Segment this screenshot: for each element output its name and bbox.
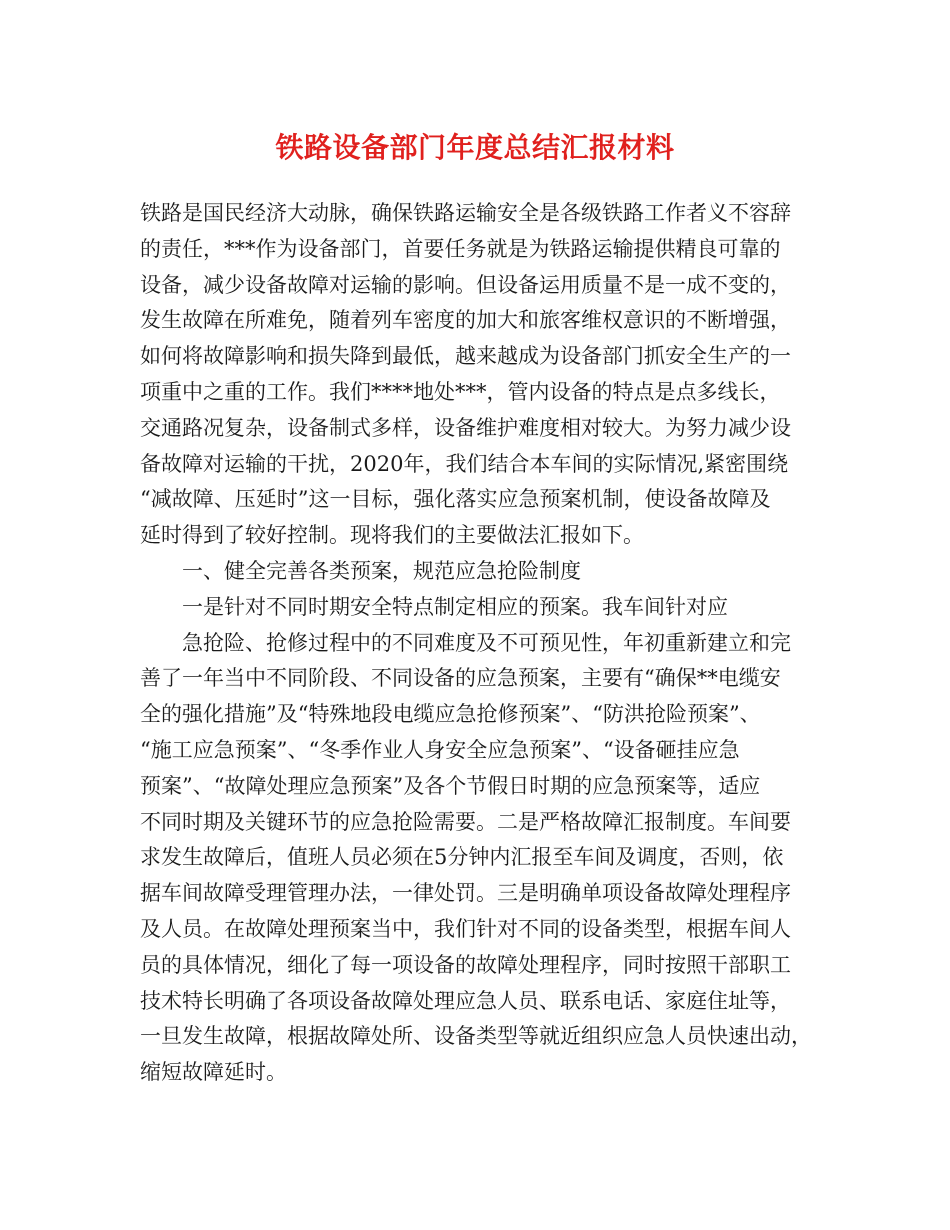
body-line: 急抢险、抢修过程中的不同难度及不可预见性，年初重新建立和完 bbox=[182, 630, 791, 655]
body-line: 及人员。在故障处理预案当中，我们针对不同的设备类型，根据车间人 bbox=[140, 916, 791, 941]
body-line: 善了一年当中不同阶段、不同设备的应急预案，主要有“确保**电缆安 bbox=[140, 666, 781, 691]
document-title: 铁路设备部门年度总结汇报材料 bbox=[275, 131, 675, 164]
body-line: 据车间故障受理管理办法，一律处罚。三是明确单项设备故障处理程序 bbox=[140, 881, 791, 906]
document-body bbox=[140, 196, 820, 1091]
body-line: 技术特长明确了各项设备故障处理应急人员、联系电话、家庭住址等， bbox=[140, 988, 791, 1013]
body-line: 不同时期及关键环节的应急抢险需要。二是严格故障汇报制度。车间要 bbox=[140, 809, 791, 834]
body-line: 铁路是国民经济大动脉，确保铁路运输安全是各级铁路工作者义不容辞 bbox=[140, 201, 791, 225]
body-line: 预案”、“故障处理应急预案”及各个节假日时期的应急预案等，适应 bbox=[140, 773, 761, 798]
body-line: 延时得到了较好控制。现将我们的主要做法汇报如下。 bbox=[140, 523, 644, 548]
body-line: 的责任，***作为设备部门，首要任务就是为铁路运输提供精良可靠的 bbox=[140, 236, 781, 261]
body-line: 一是针对不同时期安全特点制定相应的预案。我车间针对应 bbox=[182, 594, 728, 619]
body-line: 发生故障在所难免，随着列车密度的加大和旅客维权意识的不断增强， bbox=[140, 308, 791, 333]
body-line: 如何将故障影响和损失降到最低，越来越成为设备部门抓安全生产的一 bbox=[140, 344, 791, 369]
body-line: 一旦发生故障，根据故障处所、设备类型等就近组织应急人员快速出动， bbox=[140, 1024, 812, 1049]
body-line: 备故障对运输的干扰，2020年，我们结合本车间的实际情况,紧密围绕 bbox=[140, 451, 789, 476]
body-line: “减故障、压延时”这一目标，强化落实应急预案机制，使设备故障及 bbox=[140, 487, 771, 512]
body-line: 求发生故障后，值班人员必须在5分钟内汇报至车间及调度，否则，依 bbox=[140, 845, 784, 870]
body-line: 缩短故障延时。 bbox=[140, 1060, 287, 1085]
body-line: 项重中之重的工作。我们****地处***，管内设备的特点是点多线长， bbox=[140, 379, 781, 404]
body-line: “施工应急预案”、“冬季作业人身安全应急预案”、“设备砸挂应急 bbox=[140, 737, 740, 762]
body-line: 全的强化措施”及“特殊地段电缆应急抢修预案”、“防洪抢险预案”、 bbox=[140, 702, 761, 727]
body-line: 设备，减少设备故障对运输的影响。但设备运用质量不是一成不变的， bbox=[140, 272, 791, 297]
section-heading: 一、健全完善各类预案，规范应急抢险制度 bbox=[182, 558, 581, 583]
body-line: 员的具体情况，细化了每一项设备的故障处理程序，同时按照干部职工 bbox=[140, 952, 791, 977]
body-line: 交通路况复杂，设备制式多样，设备维护难度相对较大。为努力减少设 bbox=[140, 415, 791, 440]
